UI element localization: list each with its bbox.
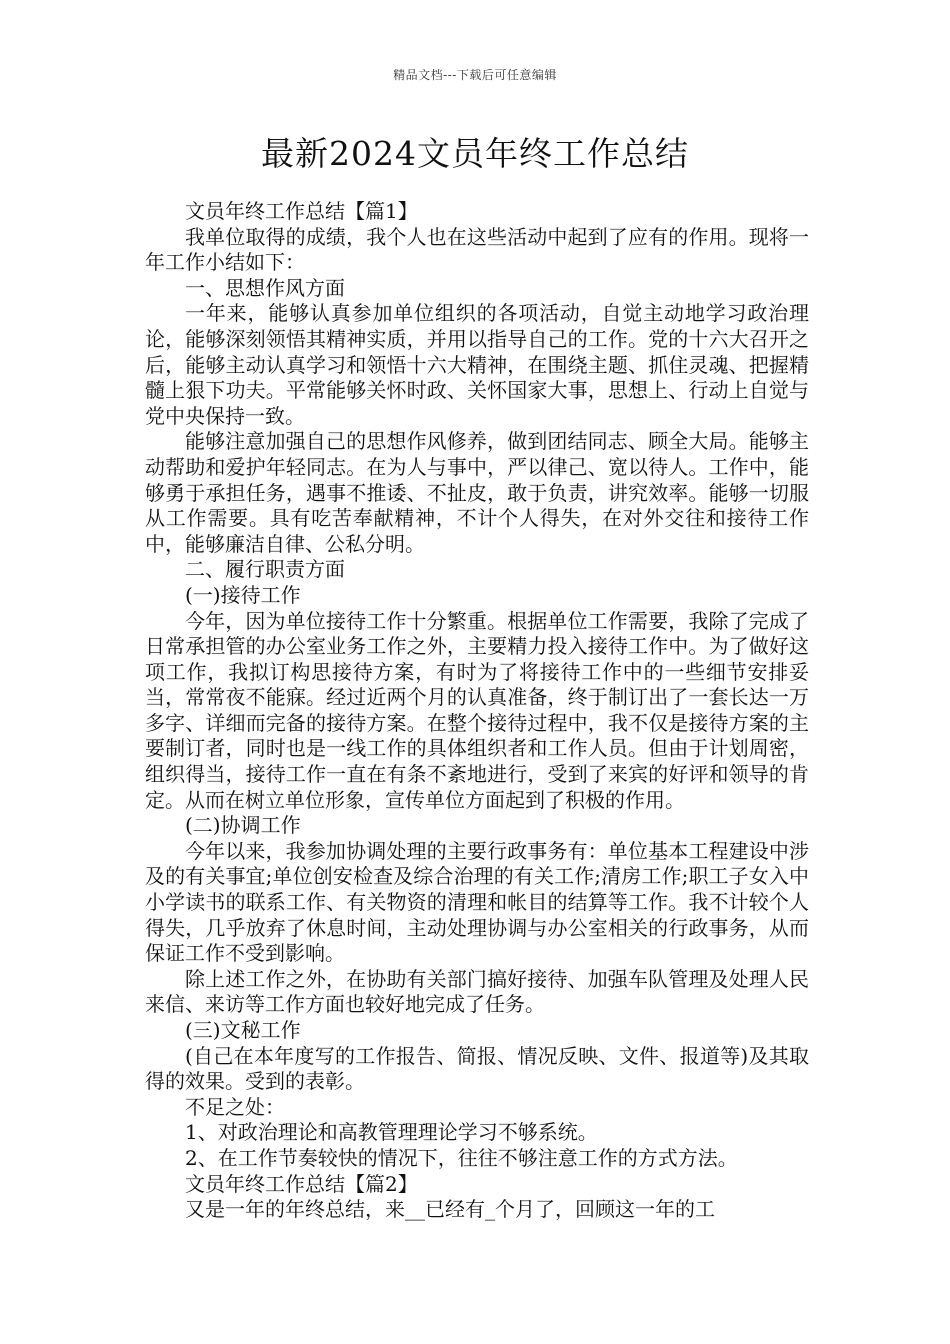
section-heading-part-1: 文员年终工作总结【篇1】 <box>185 199 418 223</box>
intro-paragraph: 我单位取得的成绩，我个人也在这些活动中起到了应有的作用。现将一年工作小结如下： <box>145 224 809 275</box>
paragraph-part-2-start: 又是一年的年终总结，来__已经有_个月了，回顾这一年的工 <box>185 1197 715 1222</box>
shortcoming-item-1: 1、对政治理论和高教管理理论学习不够系统。 <box>185 1120 598 1145</box>
heading-duties: 二、履行职责方面 <box>185 557 345 582</box>
paragraph-coordination-2: 除上述工作之外，在协助有关部门搞好接待、加强车队管理及处理人民来信、来访等工作方面也较好地完成了任务。 <box>145 966 809 1017</box>
paragraph-ideology-2: 能够注意加强自己的思想作风修养，做到团结同志、顾全大局。能够主动帮助和爱护年轻同志。在为人与事中，严以律己、宽以待人。工作中，能够勇于承担任务，遇事不推诿、不扯皮，敢于负责，讲究效率。能够一切服从工作需要。具有吃苦奉献精神，不计个人得失，在对外交往和接待工作中，能够廉洁自律、公私分明。 <box>145 429 809 556</box>
header-note: 精品文档---下载后可任意编辑 <box>393 68 557 82</box>
subheading-reception: (一)接待工作 <box>185 582 301 607</box>
heading-shortcomings: 不足之处： <box>185 1094 285 1119</box>
section-heading-part-2: 文员年终工作总结【篇2】 <box>185 1171 418 1196</box>
paragraph-secretarial: (自己在本年度写的工作报告、简报、情况反映、文件、报道等)及其取得的效果。受到的表彰。 <box>145 1043 809 1094</box>
paragraph-ideology-1: 一年来，能够认真参加单位组织的各项活动，自觉主动地学习政治理论，能够深刻领悟其精神实质，并用以指导自己的工作。党的十六大召开之后，能够主动认真学习和领悟十六大精神，在围绕主题、抓住灵魂、把握精髓上狠下功夫。平常能够关怀时政、关怀国家大事，思想上、行动上自觉与党中央保持一致。 <box>145 301 809 428</box>
document-title: 最新2024文员年终工作总结 <box>261 134 689 173</box>
document-body <box>145 199 809 1223</box>
heading-ideology: 一、思想作风方面 <box>185 275 345 300</box>
subheading-coordination: (二)协调工作 <box>185 813 301 838</box>
shortcoming-item-2: 2、在工作节奏较快的情况下，往往不够注意工作的方式方法。 <box>185 1145 738 1170</box>
paragraph-coordination-1: 今年以来，我参加协调处理的主要行政事务有：单位基本工程建设中涉及的有关事宜;单位创安检查及综合治理的有关工作;清房工作;职工子女入中小学读书的联系工作、有关物资的清理和帐目的结算等工作。我不计较个人得失，几乎放弃了休息时间，主动处理协调与办公室相关的行政事务，从而保证工作不受到影响。 <box>145 838 809 966</box>
paragraph-reception: 今年，因为单位接待工作十分繁重。根据单位工作需要，我除了完成了日常承担管的办公室业务工作之外，主要精力投入接待工作中。为了做好这项工作，我拟订构思接待方案，有时为了将接待工作中的一些细节安排妥当，常常夜不能寐。经过近两个月的认真准备，终于制订出了一套长达一万多字、详细而完备的接待方案。在整个接待过程中，我不仅是接待方案的主要制订者，同时也是一线工作的具体组织者和工作人员。但由于计划周密，组织得当，接待工作一直在有条不紊地进行，受到了来宾的好评和领导的肯定。从而在树立单位形象，宣传单位方面起到了积极的作用。 <box>145 608 809 812</box>
subheading-secretarial: (三)文秘工作 <box>185 1018 301 1042</box>
